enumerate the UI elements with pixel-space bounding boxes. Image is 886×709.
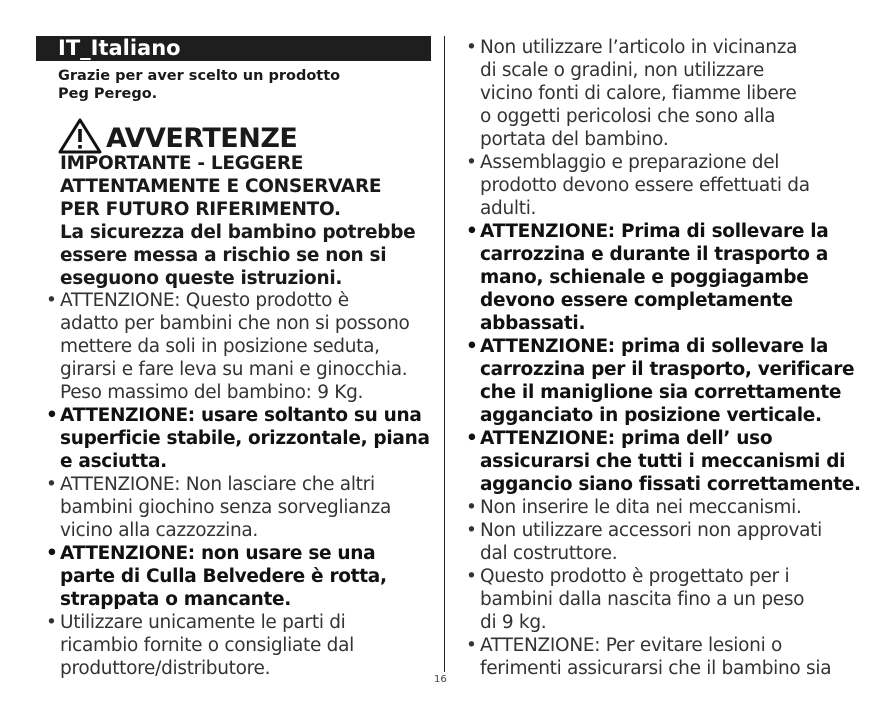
item-text-line: vicino fonti di calore, fiamme libere <box>480 83 797 104</box>
intro-line: Peg Perego. <box>58 86 158 102</box>
bullet-marker: • <box>466 520 477 541</box>
warning-list-item <box>456 151 866 220</box>
item-text-line: parte di Culla Belvedere è rotta, <box>60 566 387 587</box>
warning-title <box>58 118 297 154</box>
item-text-line: di 9 kg. <box>480 612 547 633</box>
important-notice <box>60 152 430 290</box>
bullet-marker: • <box>46 474 57 495</box>
warning-list-item <box>456 565 866 634</box>
intro-text <box>58 67 418 103</box>
bullet-marker: • <box>466 428 478 449</box>
important-line: essere messa a rischio se non si <box>60 245 387 266</box>
warning-list-item <box>36 473 436 542</box>
warning-list-item <box>456 36 866 151</box>
item-text-line: mano, schienale e poggiagambe <box>480 267 809 288</box>
item-text-line: adatto per bambini che non si possono <box>60 313 410 334</box>
item-text-line: carrozzina e durante il trasporto a <box>480 244 829 265</box>
item-text-line: bambini giochino senza sorveglianza <box>60 497 392 518</box>
bullet-marker: • <box>46 543 58 564</box>
warning-list-item <box>456 519 866 565</box>
intro-line: Grazie per aver scelto un prodotto <box>58 68 341 84</box>
language-header <box>36 36 431 61</box>
item-text-line: carrozzina per il trasporto, verificare <box>480 359 855 380</box>
item-text-line: agganciato in posizione verticale. <box>480 405 822 426</box>
bullet-marker: • <box>466 37 477 58</box>
important-line: La sicurezza del bambino potrebbe <box>60 222 416 243</box>
item-text-line: ATTENZIONE: prima di sollevare la <box>480 336 829 357</box>
item-text-line: prodotto devono essere effettuati da <box>480 175 810 196</box>
bullet-marker: • <box>466 221 478 242</box>
item-text-line: ferimenti assicurarsi che il bambino sia <box>480 658 832 679</box>
warning-list-item <box>456 220 866 335</box>
language-label: IT_Italiano <box>58 36 181 60</box>
item-text-line: che il maniglione sia correttamente <box>480 382 842 403</box>
important-line: IMPORTANTE - LEGGERE <box>60 153 304 174</box>
warning-list-item <box>456 335 866 427</box>
item-text-line: di scale o gradini, non utilizzare <box>480 60 764 81</box>
item-text-line: ATTENZIONE: non usare se una <box>60 543 376 564</box>
bullet-marker: • <box>466 152 477 173</box>
page-number: 16 <box>434 674 447 685</box>
item-text-line: ATTENZIONE: Per evitare lesioni o <box>480 635 783 656</box>
warning-list-item <box>456 427 866 496</box>
item-text-line: ATTENZIONE: prima dell’ uso <box>480 428 773 449</box>
item-text-line: bambini dalla nascita fino a un peso <box>480 589 805 610</box>
warning-list-item <box>456 634 866 680</box>
warning-heading: AVVERTENZE <box>106 123 298 154</box>
item-text-line: Questo prodotto è progettato per i <box>480 566 790 587</box>
item-text-line: Assemblaggio e preparazione del <box>480 152 780 173</box>
important-line: PER FUTURO RIFERIMENTO. <box>60 199 341 220</box>
important-line: eseguono queste istruzioni. <box>60 268 343 289</box>
item-text-line: ATTENZIONE: Non lasciare che altri <box>60 474 375 495</box>
bullet-marker: • <box>466 336 478 357</box>
bullet-marker: • <box>46 405 58 426</box>
right-warning-list <box>456 36 866 680</box>
bullet-marker: • <box>466 566 477 587</box>
item-text-line: produttore/distributore. <box>60 658 271 679</box>
bullet-marker: • <box>46 612 57 633</box>
item-text-line: aggancio siano fissati correttamente. <box>480 474 861 495</box>
item-text-line: superficie stabile, orizzontale, piana <box>60 428 430 449</box>
warning-list-item <box>36 404 436 473</box>
left-warning-list <box>36 289 436 680</box>
item-text-line: e asciutta. <box>60 451 167 472</box>
item-text-line: strappata o mancante. <box>60 589 292 610</box>
item-text-line: ATTENZIONE: Prima di sollevare la <box>480 221 829 242</box>
warning-list-item <box>36 611 436 680</box>
bullet-marker: • <box>466 635 477 656</box>
warning-list-item <box>456 496 866 519</box>
item-text-line: ricambio fornite o consigliate dal <box>60 635 354 656</box>
item-text-line: Non utilizzare accessori non approvati <box>480 520 822 541</box>
item-text-line: mettere da soli in posizione seduta, <box>60 336 380 357</box>
bullet-marker: • <box>46 290 57 311</box>
bullet-marker: • <box>466 497 477 518</box>
item-text-line: Peso massimo del bambino: 9 Kg. <box>60 382 364 403</box>
column-divider <box>444 36 445 672</box>
warning-triangle-icon <box>58 118 102 154</box>
item-text-line: Non inserire le dita nei meccanismi. <box>480 497 802 518</box>
item-text-line: ATTENZIONE: usare soltanto su una <box>60 405 422 426</box>
item-text-line: ATTENZIONE: Questo prodotto è <box>60 290 349 311</box>
item-text-line: adulti. <box>480 198 537 219</box>
item-text-line: Utilizzare unicamente le parti di <box>60 612 346 633</box>
item-text-line: assicurarsi che tutti i meccanismi di <box>480 451 846 472</box>
item-text-line: portata del bambino. <box>480 129 669 150</box>
item-text-line: Non utilizzare l’articolo in vicinanza <box>480 37 798 58</box>
item-text-line: abbassati. <box>480 313 586 334</box>
item-text-line: devono essere completamente <box>480 290 793 311</box>
important-line: ATTENTAMENTE E CONSERVARE <box>60 176 382 197</box>
item-text-line: dal costruttore. <box>480 543 618 564</box>
warning-list-item <box>36 289 436 404</box>
item-text-line: o oggetti pericolosi che sono alla <box>480 106 776 127</box>
warning-list-item <box>36 542 436 611</box>
item-text-line: vicino alla cazzozzina. <box>60 520 259 541</box>
item-text-line: girarsi e fare leva su mani e ginocchia. <box>60 359 408 380</box>
